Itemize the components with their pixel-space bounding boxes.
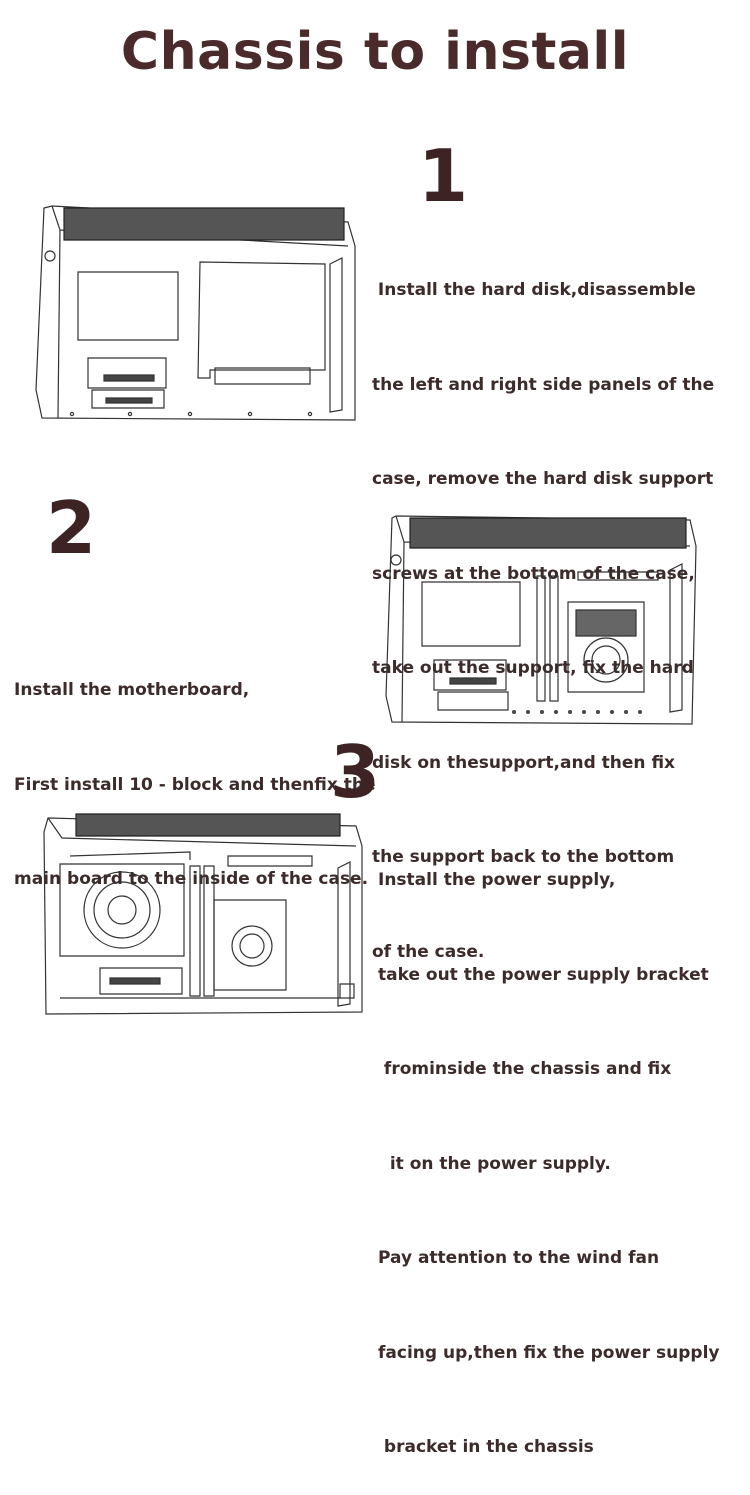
chassis-illustration-step-2 bbox=[382, 510, 700, 732]
page-title: Chassis to install bbox=[120, 22, 630, 82]
step-1-line-5: take out the support, fix the hard bbox=[372, 658, 694, 678]
step-3-line-5: Pay attention to the wind fan bbox=[378, 1248, 660, 1268]
step-3-line-3: frominside the chassis and fix bbox=[378, 1059, 672, 1079]
step-1-line-8: of the case. bbox=[372, 941, 485, 962]
chassis-illustration-step-3 bbox=[40, 808, 370, 1020]
step-1-line-4: screws at the bottom of the case, bbox=[372, 563, 695, 584]
step-2-line-3: main board to the inside of the case. bbox=[14, 869, 369, 889]
step-1-line-1: Install the hard disk,disassemble bbox=[372, 280, 696, 300]
step-1-line-6: disk on thesupport,and then fix bbox=[372, 752, 676, 773]
step-3-number: 3 bbox=[330, 730, 381, 814]
step-3-line-7: bracket in the chassis bbox=[378, 1437, 594, 1457]
step-3-line-6: facing up,then fix the power supply bbox=[378, 1342, 720, 1363]
step-2-line-1: Install the motherboard, bbox=[14, 680, 250, 700]
step-2-number: 2 bbox=[46, 486, 97, 570]
step-1-line-7: the support back to the bottom bbox=[372, 847, 675, 867]
step-2-line-2: First install 10 - block and thenfix the bbox=[14, 774, 376, 795]
step-1-line-3: case, remove the hard disk support bbox=[372, 469, 714, 489]
chassis-illustration-step-1 bbox=[30, 200, 365, 432]
step-1-number: 1 bbox=[418, 134, 469, 218]
step-1-line-2: the left and right side panels of the bbox=[372, 374, 715, 395]
step-3-line-4: it on the power supply. bbox=[378, 1153, 611, 1174]
step-3-line-1: Install the power supply, bbox=[378, 870, 616, 890]
step-3-text bbox=[378, 802, 720, 1495]
step-3-line-2: take out the power supply bracket bbox=[378, 964, 709, 985]
